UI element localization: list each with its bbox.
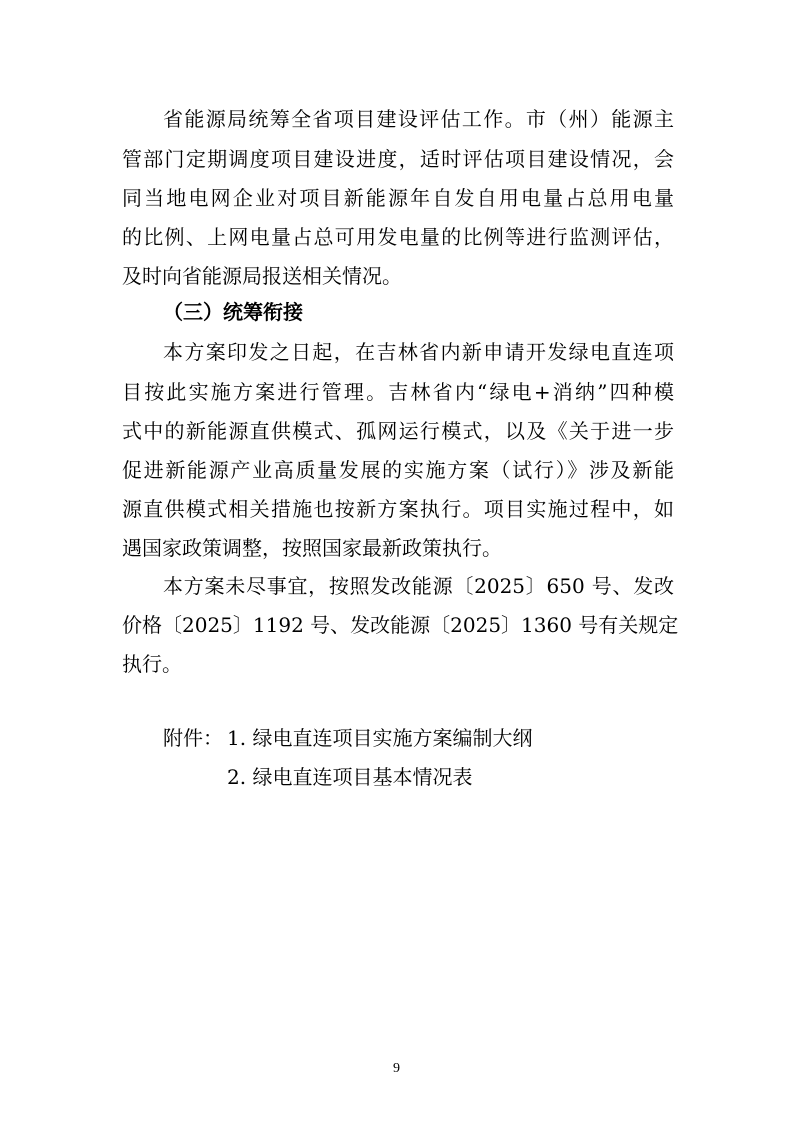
paragraph-line: 管部门定期调度项目建设进度，适时评估项目建设情况，会 <box>122 147 674 171</box>
attachments-label: 附件： <box>163 726 223 750</box>
paragraph-line: 促进新能源产业高质量发展的实施方案（试行）》涉及新能 <box>122 458 674 482</box>
page-number: 9 <box>393 1061 400 1076</box>
attachment-item: 1. 绿电直连项目实施方案编制大纲 <box>227 726 533 750</box>
paragraph-line: 源直供模式相关措施也按新方案执行。项目实施过程中，如 <box>122 497 674 521</box>
paragraph-line: 本方案未尽事宜，按照发改能源〔2025〕650 号、发改 <box>163 574 674 598</box>
section-heading: （三）统筹衔接 <box>163 300 303 324</box>
attachment-item: 2. 绿电直连项目基本情况表 <box>227 765 473 789</box>
paragraph-line: 省能源局统筹全省项目建设评估工作。市（州）能源主 <box>163 107 674 131</box>
paragraph-line: 执行。 <box>122 652 182 676</box>
paragraph-line: 目按此实施方案进行管理。吉林省内“绿电+消纳”四种模 <box>122 380 674 404</box>
paragraph-line: 式中的新能源直供模式、孤网运行模式，以及《关于进一步 <box>122 419 674 443</box>
paragraph-line: 遇国家政策调整，按照国家最新政策执行。 <box>122 536 502 560</box>
paragraph-line: 同当地电网企业对项目新能源年自发自用电量占总用电量 <box>122 186 674 210</box>
paragraph-line: 的比例、上网电量占总可用发电量的比例等进行监测评估， <box>122 225 674 249</box>
paragraph-line: 价格〔2025〕1192 号、发改能源〔2025〕1360 号有关规定 <box>122 613 679 637</box>
paragraph-line: 本方案印发之日起，在吉林省内新申请开发绿电直连项 <box>163 340 674 364</box>
paragraph-line: 及时向省能源局报送相关情况。 <box>122 264 402 288</box>
